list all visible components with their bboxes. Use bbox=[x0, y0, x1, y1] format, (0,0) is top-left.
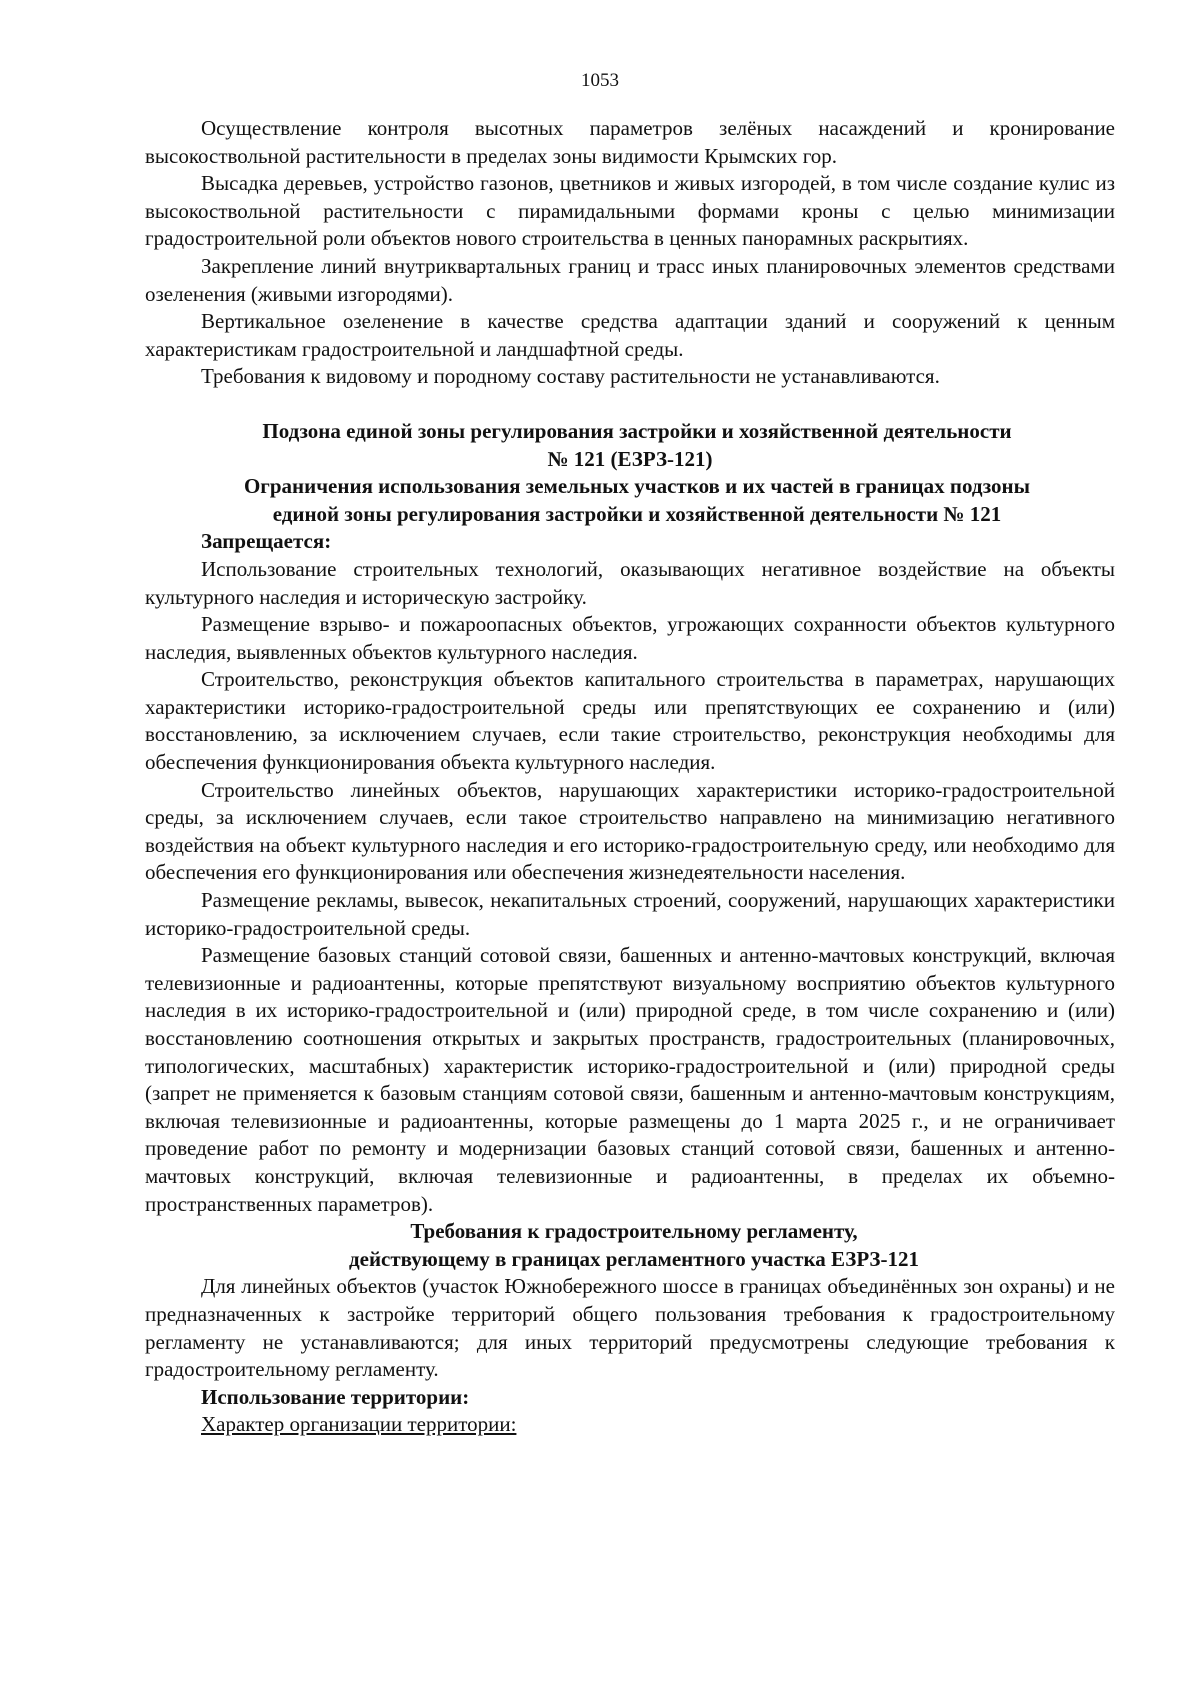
territory-character-label-row bbox=[145, 1411, 1115, 1439]
prohibited-item-advertising: Размещение рекламы, вывесок, некапитальных строений, сооружений, нарушающих характеристики историко-градостроительной среды. bbox=[145, 888, 1115, 940]
page-number: 1053 bbox=[581, 70, 619, 91]
regulation-title-line-1: Требования к градостроительному регламенту, bbox=[410, 1219, 858, 1244]
paragraph-tree-planting: Высадка деревьев, устройство газонов, цветников и живых изгородей, в том числе создание кулис из высокоствольной растительности с пирамидальными формами кроны с целью минимизации градостроительной роли объектов нового строительства в ценных панорамных раскрытиях. bbox=[145, 171, 1115, 251]
territory-character-label: Характер организации территории: bbox=[201, 1412, 517, 1437]
regulation-paragraph: Для линейных объектов (участок Южнобережного шоссе в границах объединённых зон охраны) и не предназначенных к застройке территорий общего пользования требования к градостроительному регламенту не устанавливаются; для иных территорий предусмотрены следующие требования к градостроительному регламенту. bbox=[145, 1274, 1115, 1382]
paragraph-vertical-greening: Вертикальное озеленение в качестве средства адаптации зданий и сооружений к ценным характеристикам градостроительной и ландшафтной среды. bbox=[145, 309, 1115, 361]
prohibited-item-construction: Строительство, реконструкция объектов капитального строительства в параметрах, нарушающих характеристики историко-градостроительной среды или препятствующих ее сохранению и (или) восстановлению, за исключением случаев, если такие строительство, реконструкция необходимы для обеспечения функционирования объекта культурного наследия. bbox=[145, 667, 1115, 775]
restrictions-title-line-1: Ограничения использования земельных участков и их частей в границах подзоны bbox=[243, 474, 1031, 499]
prohibited-item-technologies: Использование строительных технологий, оказывающих негативное воздействие на объекты культурного наследия и историческую застройку. bbox=[145, 556, 1115, 609]
prohibited-item-linear-objects: Строительство линейных объектов, нарушающих характеристики историко-градостроительной среды, за исключением случаев, если такое строительство направлено на минимизацию негативного воздействия на объект культурного наследия и его историко-градостроительную среду, или необходимо для обеспечения его функционирования или обеспечения жизнедеятельности населения. bbox=[145, 777, 1115, 885]
paragraph-hedges: Закрепление линий внутриквартальных границ и трасс иных планировочных элементов средствами озеленения (живыми изгородями). bbox=[145, 253, 1115, 306]
paragraph-species-requirements: Требования к видовому и породному составу растительности не устанавливаются. bbox=[201, 364, 940, 389]
restrictions-title-line-2: единой зоны регулирования застройки и хозяйственной деятельности № 121 bbox=[272, 501, 1002, 526]
subzone-title-line-1: Подзона единой зоны регулирования застройки и хозяйственной деятельности bbox=[262, 418, 1012, 443]
prohibited-item-base-stations: Размещение базовых станций сотовой связи, башенных и антенно-мачтовых конструкций, включая телевизионные и радиоантенны, которые препятствуют визуальному восприятию объектов культурного наследия в их историко-градостроительной и (или) природной среде, в том числе сохранению и (или) восстановлению соотношения открытых и закрытых пространств, градостроительных (планировочных, типологических, масштабных) характеристик историко-градостроительной и (или) природной среды (запрет не применяется к базовым станциям сотовой связи, башенным и антенно-мачтовым конструкциям, включая телевизионные и радиоантенны, которые размещены до 1 марта 2025 г., и не ограничивает проведение работ по ремонту и модернизации базовых станций сотовой связи, башенных и антенно-мачтовых конструкций, включая телевизионные и радиоантенны, в пределах их объемно-пространственных параметров). bbox=[145, 943, 1115, 1216]
page-content bbox=[145, 115, 1115, 1439]
prohibited-label: Запрещается: bbox=[201, 529, 332, 554]
subzone-title-line-2: № 121 (ЕЗРЗ-121) bbox=[547, 446, 713, 471]
territory-use-label: Использование территории: bbox=[201, 1384, 470, 1409]
prohibited-item-hazardous-objects: Размещение взрыво- и пожароопасных объектов, угрожающих сохранности объектов культурного наследия, выявленных объектов культурного наследия. bbox=[145, 612, 1115, 664]
regulation-title-line-2: действующему в границах регламентного участка ЕЗРЗ-121 bbox=[349, 1246, 919, 1271]
paragraph-crown-control: Осуществление контроля высотных параметров зелёных насаждений и кронирование высокоствольной растительности в пределах зоны видимости Крымских гор. bbox=[145, 116, 1115, 168]
